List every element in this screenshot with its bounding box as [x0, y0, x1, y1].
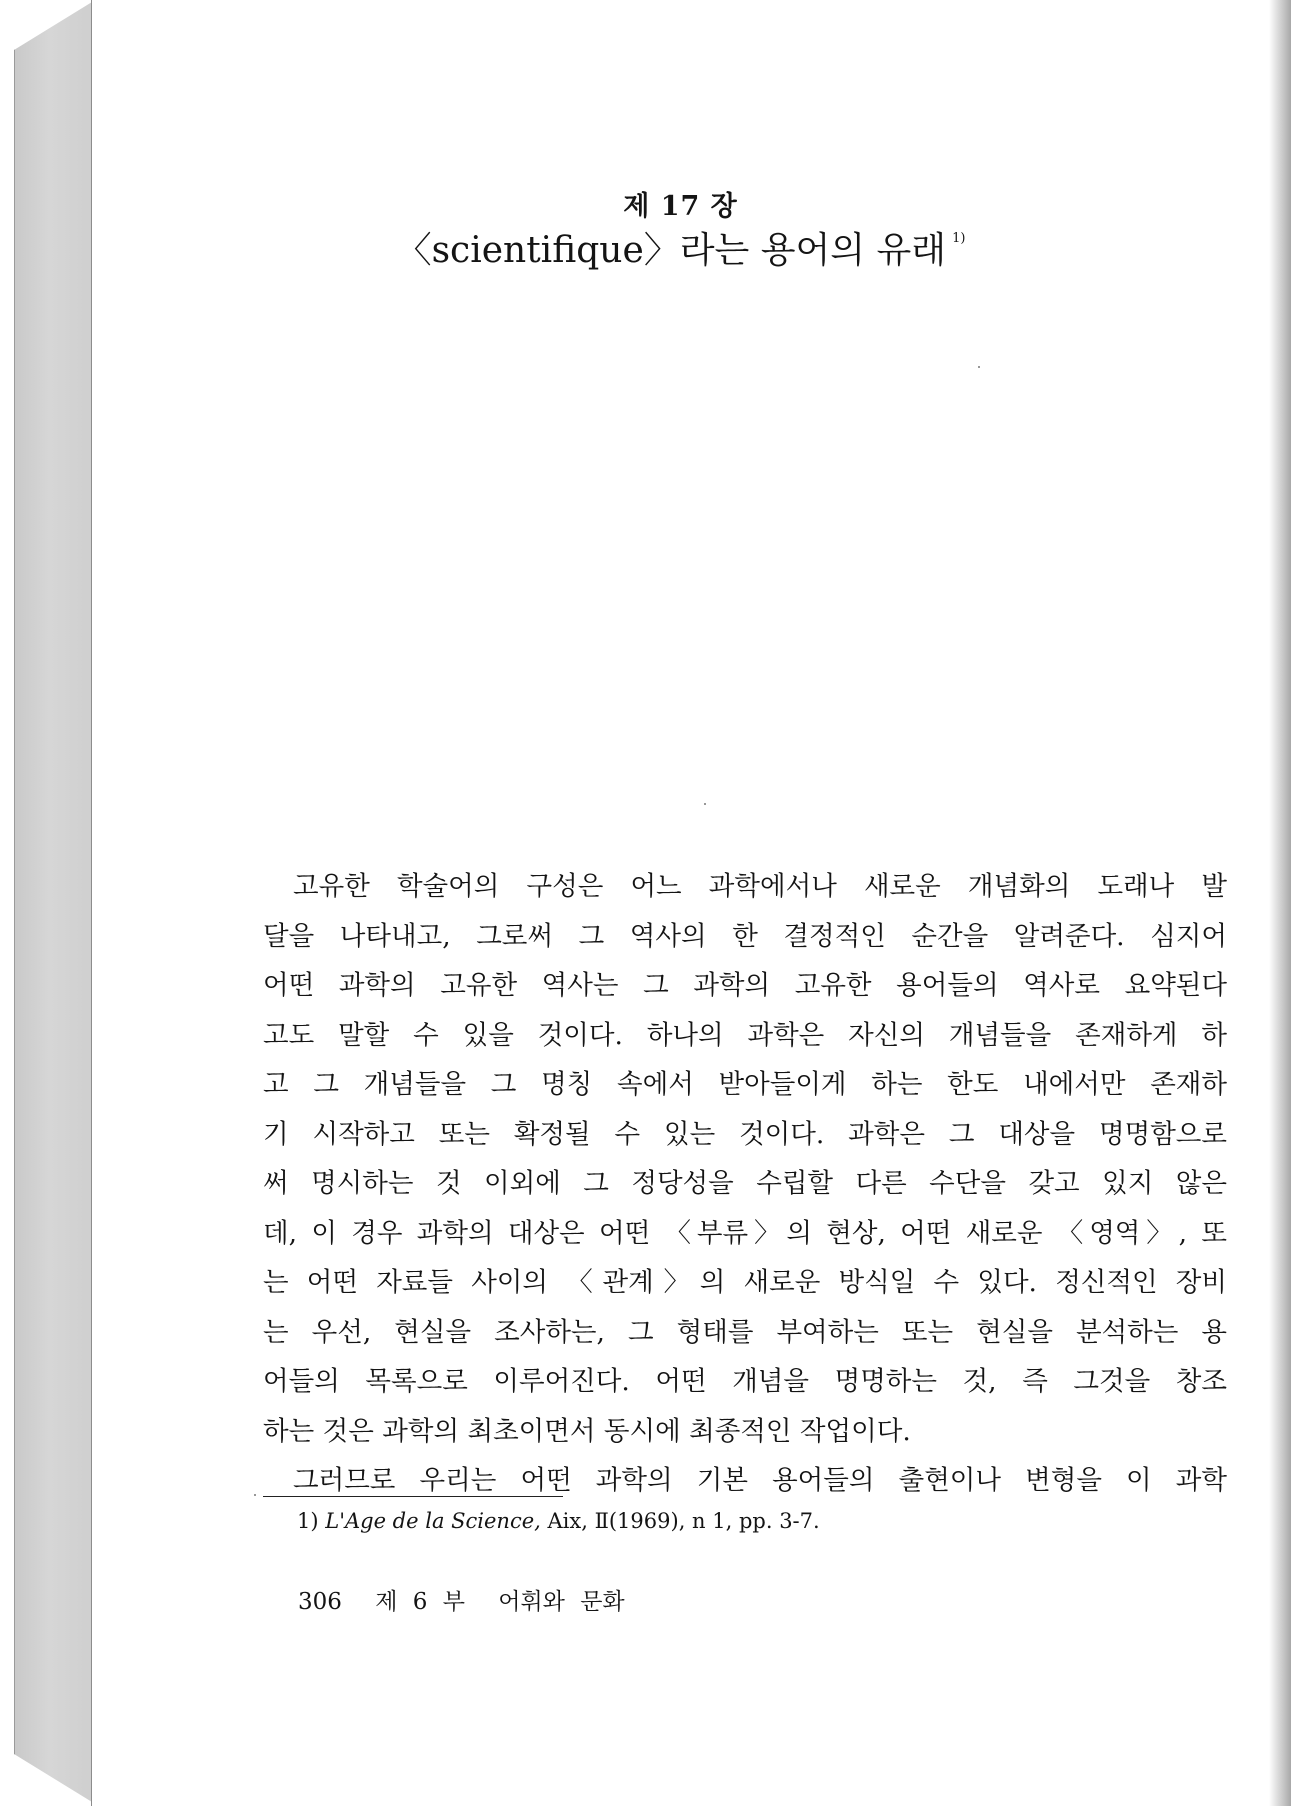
- chapter-title: [92, 222, 1269, 273]
- page-footer: [298, 1583, 643, 1616]
- footnote-source-details: Aix, Ⅱ(1969), n 1, pp. 3-7.: [547, 1509, 820, 1533]
- body-line: 써 명시하는 것 이외에 그 정당성을 수립할 다른 수단을 갖고 있지 않은: [263, 1168, 1227, 1199]
- scan-speck: [254, 1494, 256, 1496]
- footnote-divider: [263, 1496, 563, 1497]
- body-paragraphs: [263, 862, 1227, 1506]
- body-line: 달을 나타내고, 그로써 그 역사의 한 결정적인 순간을 알려준다. 심지어: [263, 920, 1227, 952]
- page-content: [92, 0, 1269, 1806]
- body-line: 하는 것은 과학의 최초이면서 동시에 최종적인 작업이다.: [263, 1415, 911, 1447]
- footnote: [297, 1504, 820, 1538]
- body-line: 기 시작하고 또는 확정될 수 있는 것이다. 과학은 그 대상을 명명함으로: [263, 1118, 1227, 1150]
- scan-speck: [704, 803, 706, 805]
- body-line: 데, 이 경우 과학의 대상은 어떤 〈부류〉의 현상, 어떤 새로운 〈영역〉, 또: [263, 1217, 1227, 1249]
- footnote-source-title: L'Age de la Science,: [325, 1509, 541, 1533]
- part-label: 제 6 부: [375, 1589, 465, 1615]
- book-spine-edge: [14, 2, 92, 1802]
- chapter-title-text: 〈scientifique〉라는 용어의 유래: [395, 230, 947, 271]
- footnote-number: 1): [297, 1509, 319, 1533]
- body-line: 고도 말할 수 있을 것이다. 하나의 과학은 자신의 개념들을 존재하게 하: [263, 1019, 1227, 1051]
- page-number: 306: [298, 1589, 342, 1615]
- scan-speck: [978, 366, 980, 368]
- footnote-marker: 1): [952, 231, 966, 246]
- body-line: 는 우선, 현실을 조사하는, 그 형태를 부여하는 또는 현실을 분석하는 용: [263, 1316, 1227, 1348]
- body-line: 고 그 개념들을 그 명칭 속에서 받아들이게 하는 한도 내에서만 존재하: [263, 1069, 1227, 1100]
- body-line: 는 어떤 자료들 사이의 〈관계〉의 새로운 방식일 수 있다. 정신적인 장비: [263, 1267, 1227, 1298]
- section-label: 어휘와 문화: [498, 1589, 625, 1615]
- body-line: 고유한 학술어의 구성은 어느 과학에서나 새로운 개념화의 도래나 발: [293, 871, 1227, 902]
- page-edge-shadow: [1269, 0, 1291, 1806]
- body-line: 어떤 과학의 고유한 역사는 그 과학의 고유한 용어들의 역사로 요약된다: [263, 970, 1227, 1001]
- body-line: 어들의 목록으로 이루어진다. 어떤 개념을 명명하는 것, 즉 그것을 창조: [263, 1366, 1227, 1397]
- chapter-number: 제 17 장: [623, 191, 738, 222]
- body-line: 그러므로 우리는 어떤 과학의 기본 용어들의 출현이나 변형을 이 과학: [293, 1465, 1227, 1496]
- book-page: [91, 0, 1269, 1806]
